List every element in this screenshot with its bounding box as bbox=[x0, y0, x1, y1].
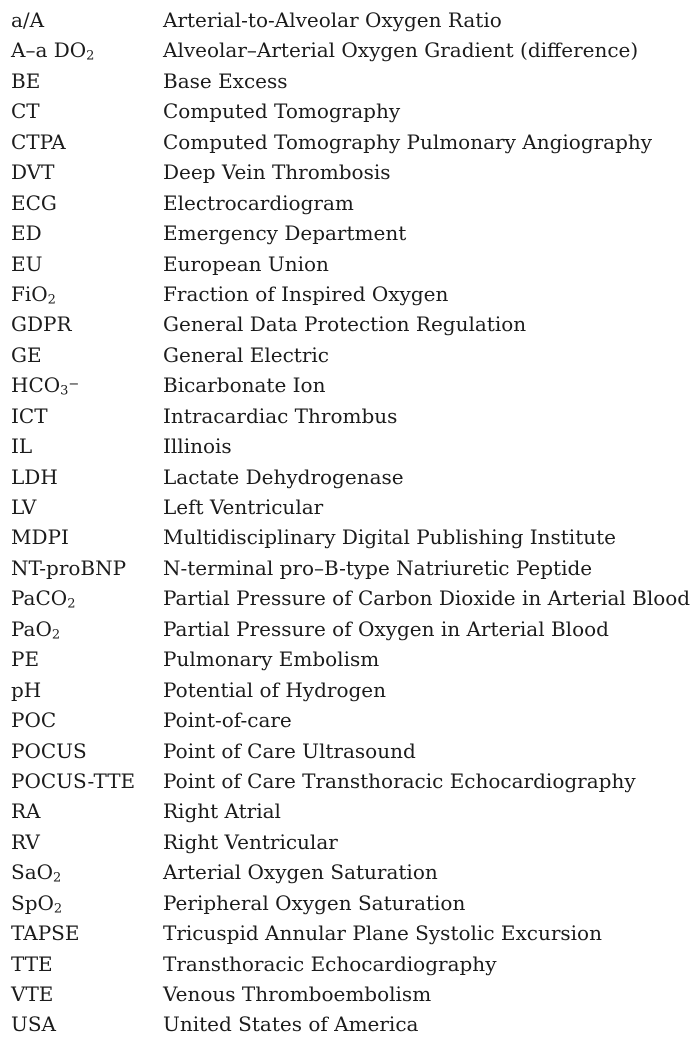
abbreviation-definition: Computed Tomography bbox=[163, 99, 401, 124]
abbreviation-definition: European Union bbox=[163, 251, 329, 276]
abbreviation-definition: Venous Thromboembolism bbox=[163, 982, 432, 1006]
abbreviation-row bbox=[11, 827, 691, 857]
abbreviation-row bbox=[11, 736, 691, 766]
abbreviation-definition: Left Ventricular bbox=[163, 495, 324, 519]
abbreviation-definition: General Data Protection Regulation bbox=[163, 312, 527, 337]
abbreviation-term: $HCO_3^-$ bbox=[11, 373, 80, 399]
abbreviation-term: LDH bbox=[11, 464, 58, 489]
abbreviation-definition: Tricuspid Annular Plane Systolic Excursion bbox=[163, 921, 602, 946]
abbreviation-row bbox=[11, 431, 691, 461]
abbreviation-term: TAPSE bbox=[11, 921, 80, 946]
abbreviation-row bbox=[11, 553, 691, 583]
abbreviation-term: ICT bbox=[11, 403, 48, 428]
abbreviation-term: POCUS bbox=[11, 738, 87, 763]
abbreviation-term: RA bbox=[11, 799, 41, 824]
abbreviation-definition: Partial Pressure of Oxygen in Arterial Blood bbox=[163, 616, 609, 641]
abbreviation-row bbox=[11, 857, 691, 887]
abbreviation-term: LV bbox=[11, 495, 37, 519]
abbreviation-row bbox=[11, 157, 691, 187]
abbreviation-definition: N-terminal pro–B-type Natriuretic Peptide bbox=[163, 555, 593, 580]
abbreviation-term: SpO$_2$ bbox=[11, 890, 63, 917]
abbreviation-term: USA bbox=[11, 1012, 56, 1037]
abbreviation-term: POC bbox=[11, 708, 57, 733]
abbreviation-row bbox=[11, 5, 691, 35]
abbreviation-subscript: 2 bbox=[53, 901, 63, 917]
abbreviation-row bbox=[11, 675, 691, 705]
abbreviation-term: PE bbox=[11, 647, 40, 672]
abbreviation-term: TTE bbox=[11, 951, 53, 976]
abbreviation-definition: Right Ventricular bbox=[163, 829, 338, 854]
abbreviation-definition: Point of Care Transthoracic Echocardiography bbox=[163, 768, 636, 793]
abbreviation-definition: Peripheral Oxygen Saturation bbox=[163, 890, 466, 915]
abbreviation-row bbox=[11, 888, 691, 918]
abbreviation-term: GE bbox=[11, 342, 42, 367]
abbreviation-row bbox=[11, 583, 691, 613]
abbreviation-term: pH bbox=[11, 677, 42, 702]
abbreviation-term: CT bbox=[11, 99, 40, 124]
abbreviation-definition: Partial Pressure of Carbon Dioxide in Arterial Blood bbox=[163, 586, 691, 611]
abbreviation-row bbox=[11, 96, 691, 126]
abbreviation-row bbox=[11, 127, 691, 157]
abbreviation-definition: Bicarbonate Ion bbox=[163, 373, 326, 398]
abbreviation-row bbox=[11, 66, 691, 96]
abbreviation-row bbox=[11, 462, 691, 492]
abbreviation-term: A–a $DO_2$ bbox=[11, 38, 95, 64]
abbreviation-row bbox=[11, 522, 691, 552]
abbreviation-row bbox=[11, 249, 691, 279]
abbreviation-definition: Electrocardiogram bbox=[163, 190, 354, 215]
abbreviation-term: SaO$_2$ bbox=[11, 860, 62, 886]
abbreviation-definition: Arterial-to-Alveolar Oxygen Ratio bbox=[163, 8, 502, 32]
abbreviation-term: PaCO$_2$ bbox=[11, 586, 76, 612]
abbreviation-subscript: 2 bbox=[86, 48, 95, 64]
abbreviation-row bbox=[11, 949, 691, 979]
abbreviation-row bbox=[11, 705, 691, 735]
abbreviation-term: FiO$_2$ bbox=[11, 281, 56, 308]
abbreviation-row bbox=[11, 35, 691, 65]
abbreviation-term: a/A bbox=[11, 8, 45, 32]
abbreviation-definition: Multidisciplinary Digital Publishing Institute bbox=[163, 525, 616, 550]
abbreviation-row bbox=[11, 370, 691, 400]
abbreviation-definition: Base Excess bbox=[163, 68, 288, 93]
abbreviation-row bbox=[11, 918, 691, 948]
abbreviation-row bbox=[11, 979, 691, 1009]
abbreviation-definition: Emergency Department bbox=[163, 221, 407, 246]
abbreviation-subscript: 2 bbox=[47, 292, 56, 308]
abbreviation-term: VTE bbox=[11, 982, 54, 1006]
abbreviation-term: GDPR bbox=[11, 312, 72, 337]
abbreviation-row bbox=[11, 309, 691, 339]
abbreviation-term: MDPI bbox=[11, 525, 69, 550]
abbreviation-term: POCUS-TTE bbox=[11, 768, 136, 793]
abbreviation-term: RV bbox=[11, 829, 40, 854]
abbreviation-definition: Illinois bbox=[163, 434, 232, 459]
abbreviation-term: PaO$_2$ bbox=[11, 616, 61, 643]
abbreviation-row bbox=[11, 279, 691, 309]
abbreviation-definition: Deep Vein Thrombosis bbox=[163, 160, 391, 185]
abbreviation-term: DVT bbox=[11, 160, 55, 185]
abbreviation-row bbox=[11, 1009, 691, 1039]
abbreviation-definition: Pulmonary Embolism bbox=[163, 647, 380, 672]
abbreviation-definition: Arterial Oxygen Saturation bbox=[163, 860, 438, 885]
abbreviation-row bbox=[11, 644, 691, 674]
abbreviation-subscript: 2 bbox=[53, 870, 62, 886]
abbreviation-definition: Point of Care Ultrasound bbox=[163, 738, 416, 763]
abbreviation-row bbox=[11, 492, 691, 522]
abbreviation-term: NT-proBNP bbox=[11, 555, 127, 580]
abbreviation-term: CTPA bbox=[11, 129, 66, 154]
abbreviation-subscript: 2 bbox=[67, 596, 76, 612]
abbreviation-definition: Right Atrial bbox=[163, 799, 281, 824]
abbreviation-definition: Intracardiac Thrombus bbox=[163, 403, 398, 428]
abbreviation-term: ECG bbox=[11, 190, 57, 215]
abbreviation-row bbox=[11, 188, 691, 218]
abbreviation-definition: Transthoracic Echocardiography bbox=[163, 951, 497, 976]
abbreviation-term: ED bbox=[11, 221, 42, 246]
abbreviation-row bbox=[11, 766, 691, 796]
abbreviation-row bbox=[11, 614, 691, 644]
abbreviation-definition: Potential of Hydrogen bbox=[163, 677, 387, 702]
abbreviation-subscript: 2 bbox=[51, 627, 61, 643]
abbreviation-row bbox=[11, 401, 691, 431]
abbreviation-term: IL bbox=[11, 434, 33, 459]
abbreviation-term: BE bbox=[11, 68, 41, 93]
abbreviation-definition: General Electric bbox=[163, 342, 329, 367]
abbreviation-superscript: − bbox=[68, 377, 80, 393]
abbreviation-definition: Point-of-care bbox=[163, 708, 292, 733]
abbreviation-row bbox=[11, 340, 691, 370]
abbreviation-definition: Fraction of Inspired Oxygen bbox=[163, 281, 449, 306]
abbreviation-definition: Alveolar–Arterial Oxygen Gradient (difference) bbox=[163, 38, 639, 63]
abbreviation-term: EU bbox=[11, 251, 43, 276]
abbreviation-definition: Computed Tomography Pulmonary Angiography bbox=[163, 129, 653, 154]
abbreviation-row bbox=[11, 218, 691, 248]
abbreviation-row bbox=[11, 796, 691, 826]
abbreviation-definition: United States of America bbox=[163, 1012, 419, 1037]
abbreviation-subscript: 3 bbox=[60, 383, 69, 399]
abbreviation-definition: Lactate Dehydrogenase bbox=[163, 464, 404, 489]
